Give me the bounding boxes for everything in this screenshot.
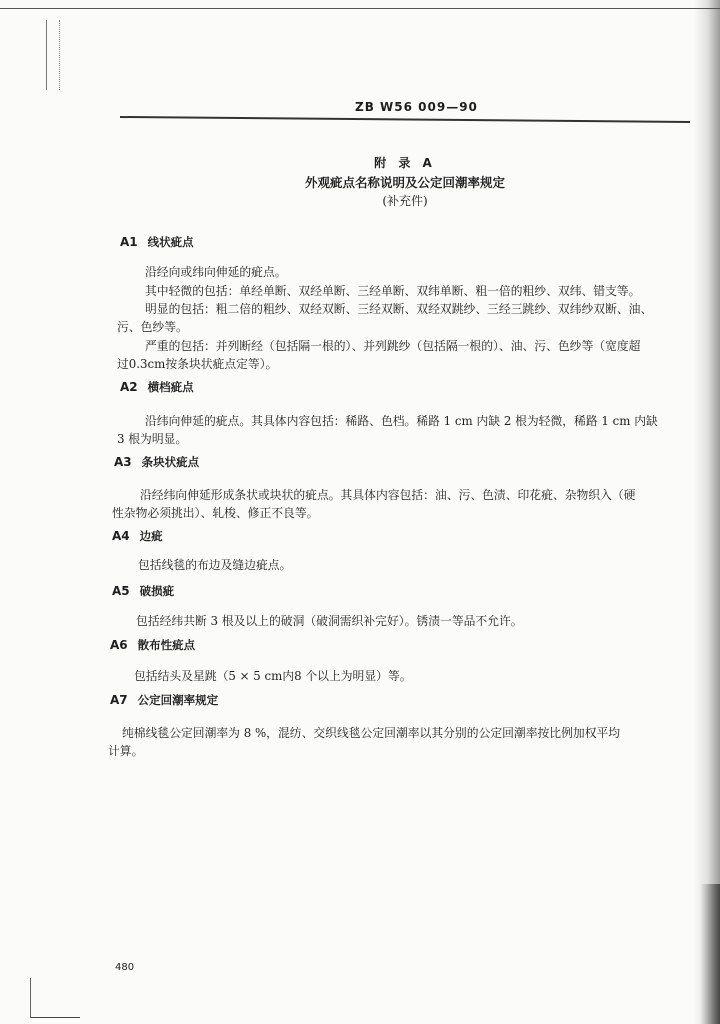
section-line: 包括经纬共断 3 根及以上的破洞（破洞需织补完好）。锈渍一等品不允许。 xyxy=(136,614,523,628)
section-heading-a1 xyxy=(120,234,194,250)
section-line: 过0.3cm按条块状疵点定等）。 xyxy=(117,357,278,371)
section-line: 明显的包括：粗二倍的粗纱、双经双断、三经双断、双经双跳纱、三经三跳纱、双纬纱双断、油、 xyxy=(145,302,653,316)
section-number: A2 xyxy=(120,380,138,394)
section-heading-a6 xyxy=(110,637,195,653)
corner-mark xyxy=(30,1017,80,1018)
section-line: 纯棉线毯公定回潮率为 8 %，混纺、交织线毯公定回潮率以其分别的公定回潮率按比例加权平均 xyxy=(122,726,621,740)
scan-shadow-bottom xyxy=(700,884,720,1024)
section-line: 沿纬向伸延的疵点。其具体内容包括：稀路、色档。稀路 1 cm 内缺 2 根为轻微，稀路 1 cm 内缺 xyxy=(145,414,658,428)
section-heading-a5 xyxy=(112,583,174,599)
section-line: 沿经纬向伸延形成条状或块状的疵点。其具体内容包括：油、污、色渍、印花疵、杂物织入（硬 xyxy=(140,488,636,502)
section-line: 其中轻微的包括：单经单断、双经单断、三经单断、双纬单断、粗一倍的粗纱、双纬、错支等。 xyxy=(145,284,641,298)
section-line: 计算。 xyxy=(108,744,144,758)
appendix-subtitle: (补充件) xyxy=(382,194,428,208)
section-line: 包括线毯的布边及缝边疵点。 xyxy=(138,558,292,572)
section-line: 性杂物必须挑出）、轧梭、修正不良等。 xyxy=(112,506,319,520)
section-line: 污、色纱等。 xyxy=(117,320,188,334)
section-number: A5 xyxy=(112,584,130,598)
section-number: A7 xyxy=(110,693,128,707)
section-number: A6 xyxy=(110,638,128,652)
header-rule xyxy=(120,116,690,123)
section-heading-a2 xyxy=(120,379,194,395)
section-line: 3 根为明显。 xyxy=(117,432,188,446)
corner-mark-vertical xyxy=(30,978,31,1018)
section-title: 边疵 xyxy=(139,529,163,543)
page-number: 480 xyxy=(115,962,135,973)
section-title: 线状疵点 xyxy=(147,235,194,249)
appendix-label: 附 录 A xyxy=(374,156,436,170)
section-number: A4 xyxy=(112,529,130,543)
section-heading-a4 xyxy=(112,528,163,544)
section-number: A3 xyxy=(114,455,132,469)
section-number: A1 xyxy=(120,235,138,249)
document-number: ZB W56 009—90 xyxy=(355,100,478,114)
section-title: 条块状疵点 xyxy=(141,455,200,469)
scan-shadow-right xyxy=(694,0,720,1024)
binding-mark xyxy=(46,20,60,90)
section-heading-a3 xyxy=(114,454,199,470)
section-line: 严重的包括：并列断经（包括隔一根的）、并列跳纱（包括隔一根的）、油、污、色纱等（宽度超 xyxy=(145,339,641,353)
section-title: 横档疵点 xyxy=(147,380,194,394)
page-top-edge xyxy=(0,8,720,9)
section-line: 包括结头及星跳（5 × 5 cm内8 个以上为明显）等。 xyxy=(134,669,412,683)
section-title: 公定回潮率规定 xyxy=(137,693,219,707)
section-title: 破损疵 xyxy=(139,584,175,598)
section-heading-a7 xyxy=(110,692,218,708)
section-line: 沿经向或纬向伸延的疵点。 xyxy=(145,265,287,279)
section-title: 散布性疵点 xyxy=(137,638,196,652)
appendix-title: 外观疵点名称说明及公定回潮率规定 xyxy=(304,175,505,190)
